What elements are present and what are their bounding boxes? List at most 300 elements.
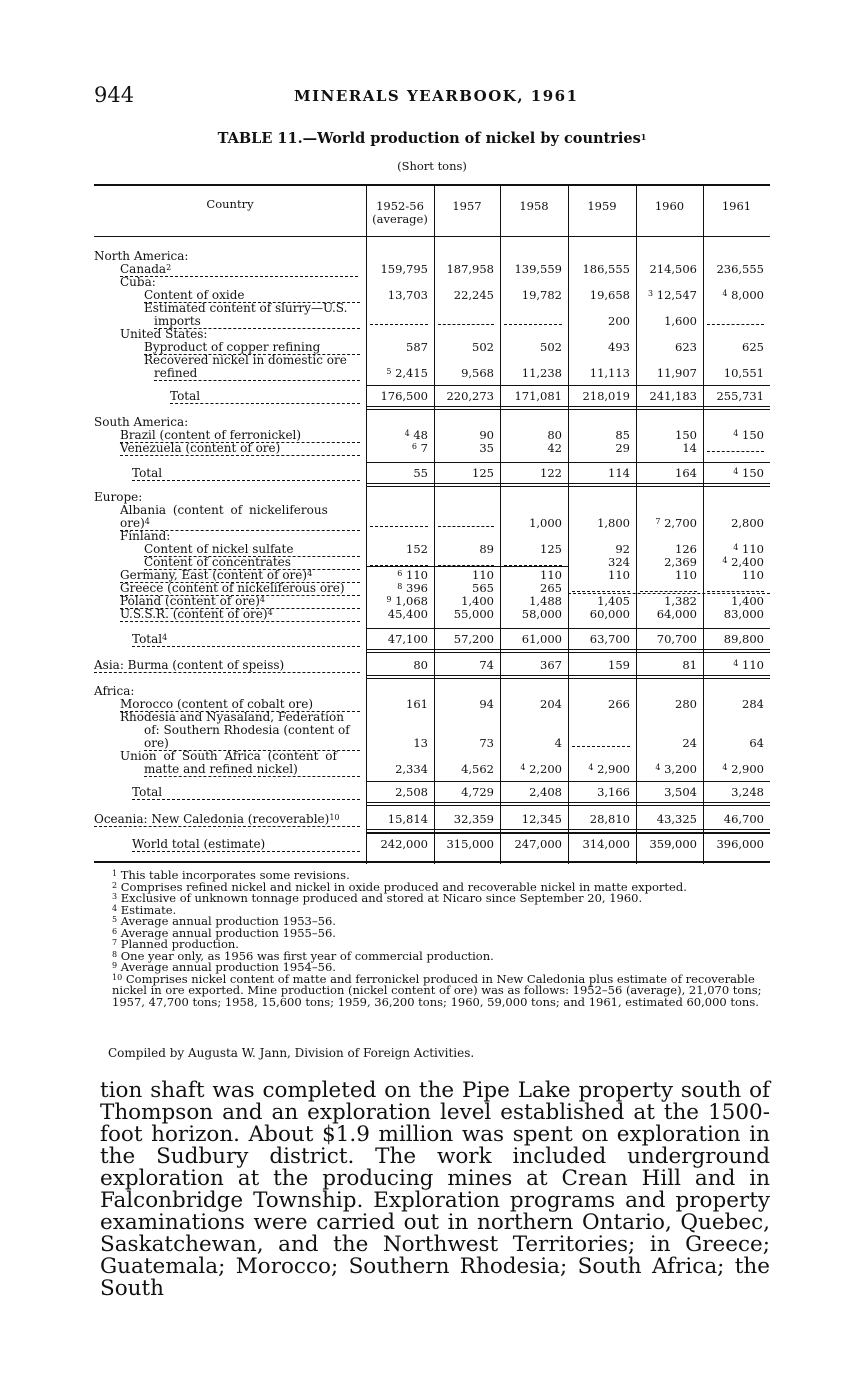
value-cell <box>500 697 562 711</box>
value-cell <box>636 658 697 672</box>
footnote-mark: 4 <box>259 595 265 604</box>
value-cell <box>636 736 697 750</box>
row-label-text <box>120 607 360 622</box>
row-label-total <box>132 837 360 852</box>
value-text: 114 <box>608 466 630 480</box>
value-text: 159,795 <box>380 262 428 276</box>
value-text: 1,382 <box>664 594 697 608</box>
value-text: 3,200 <box>664 762 697 776</box>
value-text: 122 <box>540 466 562 480</box>
value-cell <box>703 366 764 380</box>
value-cell <box>568 366 630 380</box>
value-text: 220,273 <box>446 389 494 403</box>
footnote-mark: 1 <box>112 869 118 878</box>
rule-segment <box>366 385 770 386</box>
value-text: 74 <box>479 658 494 672</box>
row-label-poland: Poland (content of ore) <box>120 594 260 608</box>
value-cell <box>568 555 630 569</box>
body-text <box>100 1080 770 1300</box>
row-label-total-af: Total <box>132 785 360 800</box>
value-text: 502 <box>472 340 494 354</box>
value-cell <box>703 428 764 442</box>
value-cell <box>366 314 428 328</box>
value-cell <box>636 837 697 851</box>
value-cell <box>500 314 562 328</box>
value-cell <box>366 697 428 711</box>
value-text: 32,359 <box>453 812 494 826</box>
value-text: 2,900 <box>597 762 630 776</box>
row-label: North America: <box>94 249 189 263</box>
value-text: 12,345 <box>521 812 562 826</box>
row-label-byproduct: Byproduct of copper refining <box>144 340 360 355</box>
value-cell <box>568 516 630 530</box>
value-text: 236,555 <box>716 262 764 276</box>
value-text: 42 <box>547 441 562 455</box>
row-label-brazil: Brazil (content of ferronickel) <box>120 428 360 443</box>
value-cell <box>636 594 697 608</box>
value-text: 19,782 <box>521 288 562 302</box>
value-text: 28,810 <box>589 812 630 826</box>
footnote-mark: 2 <box>166 263 172 272</box>
value-text: 150 <box>742 428 764 442</box>
value-cell <box>434 288 494 302</box>
row-label-venezuela: Venezuela (content of ore) <box>120 441 360 456</box>
value-cell <box>703 542 764 556</box>
value-text: 2,200 <box>529 762 562 776</box>
value-text: 90 <box>479 428 494 442</box>
value-text: 1,800 <box>597 516 630 530</box>
row-label-union: matte and refined nickel) <box>144 762 360 777</box>
value-text: 625 <box>742 340 764 354</box>
value-text: 58,000 <box>521 607 562 621</box>
value-text: 83,000 <box>723 607 764 621</box>
value-cell <box>568 785 630 799</box>
footnote-text: This table incorporates some revisions. <box>117 868 350 882</box>
value-cell <box>366 581 428 595</box>
value-text: 1,400 <box>731 594 764 608</box>
footnote-mark: 4 <box>733 467 739 476</box>
footnote-mark: 4 <box>722 289 728 298</box>
rule-segment <box>366 483 770 484</box>
row-label: Estimated content of slurry—U.S. <box>144 301 348 315</box>
value-text: 150 <box>742 466 764 480</box>
value-cell <box>500 762 562 776</box>
footnote-mark: 4 <box>112 903 118 913</box>
value-text: 45,400 <box>387 607 428 621</box>
value-cell <box>366 736 428 750</box>
value-text: 64 <box>749 736 764 750</box>
row-label-recovered: refined <box>154 366 360 381</box>
header-1957: 1957 <box>452 199 482 213</box>
value-cell <box>568 697 630 711</box>
row-label-albania: ore) <box>120 516 145 530</box>
value-text: 110 <box>406 568 428 582</box>
rule-segment <box>568 593 770 594</box>
value-text: 139,559 <box>514 262 562 276</box>
value-cell <box>500 428 562 442</box>
footnote-text: Exclusive of unknown tonnage produced and stored at Nicaro since September 20, 1960. <box>117 891 643 905</box>
value-cell <box>366 594 428 608</box>
value-cell <box>500 466 562 480</box>
page-number: 944 <box>94 83 135 107</box>
value-text: 15,814 <box>387 812 428 826</box>
value-cell <box>568 441 630 455</box>
value-cell <box>568 594 630 608</box>
table-title-footnote-mark: 1 <box>640 132 647 142</box>
footnote-mark: 3 <box>648 289 654 298</box>
value-text: 7 <box>420 441 428 455</box>
value-text: 204 <box>540 697 562 711</box>
value-cell <box>434 340 494 354</box>
value-cell <box>568 568 630 582</box>
rule-segment <box>366 462 770 463</box>
value-text: 280 <box>675 697 697 711</box>
footnote-mark: 7 <box>655 517 661 526</box>
footnote <box>112 893 770 905</box>
rule-segment <box>366 486 770 487</box>
value-cell <box>636 762 697 776</box>
value-cell <box>366 262 428 276</box>
value-text: 85 <box>615 428 630 442</box>
header-1959: 1959 <box>587 199 617 213</box>
rule-segment <box>366 675 770 676</box>
value-cell <box>703 466 764 480</box>
value-text: 11,113 <box>589 366 630 380</box>
value-text: 110 <box>742 542 764 556</box>
row-label <box>94 658 360 673</box>
value-cell <box>568 262 630 276</box>
footnote-mark: 4 <box>655 763 661 772</box>
value-cell <box>568 837 630 851</box>
value-text: 242,000 <box>380 837 428 851</box>
value-cell <box>703 441 764 455</box>
footnote-text: One year only, as 1956 was first year of commercial production. <box>117 948 494 963</box>
value-cell <box>500 632 562 646</box>
value-text: 1,405 <box>597 594 630 608</box>
value-text: 4 <box>554 736 562 750</box>
value-text: 110 <box>472 568 494 582</box>
value-text: 57,200 <box>453 632 494 646</box>
value-text: 8,000 <box>731 288 764 302</box>
footnote-mark: 4 <box>722 763 728 772</box>
value-cell <box>500 516 562 530</box>
value-text: 171,081 <box>514 389 562 403</box>
value-text: 12,547 <box>656 288 697 302</box>
value-text: 314,000 <box>582 837 630 851</box>
header-1961: 1961 <box>721 199 752 213</box>
value-text: 60,000 <box>589 607 630 621</box>
value-cell <box>703 288 764 302</box>
value-cell <box>434 785 494 799</box>
value-cell <box>636 697 697 711</box>
header-1952-56-line1: 1952-56 <box>376 199 424 213</box>
value-text: 10,551 <box>723 366 764 380</box>
blank-entry-leader <box>707 314 764 325</box>
value-text: 29 <box>615 441 630 455</box>
value-cell <box>568 658 630 672</box>
row-label-slurry: imports <box>154 314 360 329</box>
value-cell <box>500 837 562 851</box>
value-cell <box>500 366 562 380</box>
row-label-total-eu: Total <box>132 632 163 646</box>
row-label-concentrates: Content of concentrates <box>144 555 360 570</box>
row-label-total <box>170 389 360 404</box>
footnote-mark: 4 <box>733 429 739 438</box>
blank-entry-leader <box>707 441 764 452</box>
value-text: 55 <box>413 466 428 480</box>
footnote-text: Comprises refined nickel and nickel in oxide produced and recoverable nickel in matte exported. <box>117 879 687 894</box>
value-cell <box>434 428 494 442</box>
header-1960: 1960 <box>654 199 685 213</box>
value-cell <box>703 632 764 646</box>
rule-segment <box>366 409 770 410</box>
value-cell <box>703 555 764 569</box>
footnote-mark: 5 <box>112 915 118 924</box>
value-cell <box>366 785 428 799</box>
value-cell <box>568 736 630 750</box>
value-text: 187,958 <box>446 262 494 276</box>
value-cell <box>703 697 764 711</box>
value-cell <box>434 516 494 530</box>
header-1952-56-line2: (average) <box>372 212 428 226</box>
value-cell <box>366 632 428 646</box>
value-cell <box>636 366 697 380</box>
value-text: 186,555 <box>582 262 630 276</box>
footnote-mark: 4 <box>307 569 313 578</box>
value-cell <box>703 568 764 582</box>
value-text: 110 <box>608 568 630 582</box>
row-label: Albania (content of nickeliferous <box>120 503 328 517</box>
value-cell <box>568 389 630 403</box>
row-label <box>144 762 360 777</box>
footnote-mark: 4 <box>733 659 739 668</box>
row-label-total-na: Total <box>170 389 360 404</box>
compiled-by: Compiled by Augusta W. Jann, Division of Foreign Activities. <box>108 1046 475 1060</box>
value-text: 110 <box>540 568 562 582</box>
value-cell <box>366 542 428 556</box>
rule-segment <box>366 406 770 407</box>
value-cell <box>500 785 562 799</box>
value-cell <box>636 568 697 582</box>
value-cell <box>434 366 494 380</box>
value-cell <box>366 658 428 672</box>
footnote-mark: 8 <box>397 582 403 591</box>
value-text: 1,068 <box>395 594 428 608</box>
footnote-mark: 5 <box>386 367 392 376</box>
value-text: 493 <box>608 340 630 354</box>
value-cell <box>434 568 494 582</box>
value-cell <box>703 262 764 276</box>
value-text: 159 <box>608 658 630 672</box>
value-cell <box>703 785 764 799</box>
value-text: 13 <box>413 736 428 750</box>
row-label-total <box>132 466 360 481</box>
footnote-mark: 7 <box>112 938 118 947</box>
value-text: 502 <box>540 340 562 354</box>
footnotes <box>112 870 770 1008</box>
value-cell <box>434 632 494 646</box>
value-text: 92 <box>615 542 630 556</box>
row-label-text <box>94 812 360 827</box>
value-cell <box>568 542 630 556</box>
value-text: 161 <box>406 697 428 711</box>
blank-entry-leader <box>370 314 428 325</box>
header-country: Country <box>206 197 254 211</box>
blank-entry-leader <box>504 314 562 325</box>
value-text: 22,245 <box>453 288 494 302</box>
value-text: 89,800 <box>723 632 764 646</box>
page-header <box>94 83 770 113</box>
value-text: 1,600 <box>664 314 697 328</box>
value-cell <box>366 568 428 582</box>
value-text: 61,000 <box>521 632 562 646</box>
value-text: 63,700 <box>589 632 630 646</box>
row-label-morocco: Morocco (content of cobalt ore) <box>120 697 360 712</box>
value-text: 2,900 <box>731 762 764 776</box>
table-title-text: TABLE 11.—World production of nickel by countries <box>217 130 641 147</box>
value-cell <box>434 837 494 851</box>
value-text: 218,019 <box>582 389 630 403</box>
value-cell <box>703 389 764 403</box>
value-text: 2,400 <box>731 555 764 569</box>
value-cell <box>366 428 428 442</box>
row-label: Europe: <box>94 490 143 504</box>
value-cell <box>366 812 428 826</box>
value-text: 2,508 <box>395 785 428 799</box>
value-cell <box>568 466 630 480</box>
value-cell <box>500 607 562 621</box>
footnote-mark: 4 <box>144 517 150 526</box>
footnote-text: Average annual production 1955–56. <box>117 925 336 940</box>
footnote-text: Average annual production 1954–56. <box>117 960 336 974</box>
blank-entry-leader <box>572 581 630 592</box>
value-text: 125 <box>472 466 494 480</box>
row-label: of: Southern Rhodesia (content of <box>144 723 350 737</box>
value-text: 3,166 <box>597 785 630 799</box>
value-cell <box>636 555 697 569</box>
value-cell <box>434 594 494 608</box>
row-label-total-sa: Total <box>132 466 360 481</box>
blank-entry-leader <box>640 581 697 592</box>
value-cell <box>703 658 764 672</box>
value-cell <box>636 340 697 354</box>
table-top-rule <box>94 184 770 186</box>
value-cell <box>636 314 697 328</box>
value-cell <box>568 812 630 826</box>
value-cell <box>434 314 494 328</box>
footnote-text: Average annual production 1953–56. <box>117 914 336 928</box>
rule-segment <box>366 829 770 830</box>
value-text: 125 <box>540 542 562 556</box>
value-cell <box>703 594 764 608</box>
value-text: 19,658 <box>589 288 630 302</box>
value-text: 367 <box>540 658 562 672</box>
value-text: 80 <box>413 658 428 672</box>
value-text: 48 <box>413 428 428 442</box>
rule-segment <box>366 802 770 803</box>
footnote-mark: 6 <box>112 926 118 936</box>
value-cell <box>703 762 764 776</box>
row-label: Union of South Africa (content of <box>120 749 337 763</box>
header-1958: 1958 <box>519 199 549 213</box>
value-text: 359,000 <box>649 837 697 851</box>
row-label-ussr: U.S.S.R. (content of ore) <box>120 607 268 621</box>
value-cell <box>636 428 697 442</box>
value-cell <box>636 785 697 799</box>
value-cell <box>366 837 428 851</box>
value-text: 110 <box>742 568 764 582</box>
row-label <box>120 441 360 456</box>
value-cell <box>703 314 764 328</box>
value-text: 1,000 <box>529 516 562 530</box>
value-text: 241,183 <box>649 389 697 403</box>
value-cell <box>366 441 428 455</box>
value-cell <box>568 428 630 442</box>
blank-entry-leader <box>438 555 494 566</box>
row-label: Rhodesia and Nyasaland, Federation <box>120 710 344 724</box>
value-text: 89 <box>479 542 494 556</box>
value-cell <box>500 340 562 354</box>
rule-segment <box>366 628 770 629</box>
value-cell <box>568 314 630 328</box>
value-text: 73 <box>479 736 494 750</box>
footnote-mark: 4 <box>162 633 168 642</box>
value-text: 24 <box>682 736 697 750</box>
rule-segment <box>366 566 568 567</box>
value-cell <box>500 658 562 672</box>
running-title: MINERALS YEARBOOK, 1961 <box>294 87 579 105</box>
footnote <box>112 971 770 1009</box>
footnote-mark: 10 <box>112 972 123 982</box>
value-cell <box>703 736 764 750</box>
value-text: 81 <box>682 658 697 672</box>
value-cell <box>703 340 764 354</box>
footnote-mark: 9 <box>386 595 392 604</box>
blank-entry-leader <box>370 516 428 527</box>
footnote-text: Estimate. <box>117 902 177 917</box>
rule-segment <box>366 652 770 653</box>
blank-entry-leader <box>504 555 562 566</box>
value-cell <box>636 288 697 302</box>
value-cell <box>636 632 697 646</box>
value-text: 315,000 <box>446 837 494 851</box>
footnote-mark: 9 <box>112 961 118 970</box>
value-cell <box>434 441 494 455</box>
value-text: 265 <box>540 581 562 595</box>
footnote-mark: 10 <box>329 813 340 822</box>
value-cell <box>500 568 562 582</box>
row-label: Finland: <box>120 529 171 543</box>
value-cell <box>366 366 428 380</box>
value-cell <box>568 340 630 354</box>
footnote-mark: 3 <box>112 892 118 901</box>
value-text: 4,729 <box>461 785 494 799</box>
value-cell <box>568 762 630 776</box>
value-cell <box>434 466 494 480</box>
value-text: 164 <box>675 466 697 480</box>
value-text: 4,562 <box>461 762 494 776</box>
footnote-text: Planned production. <box>117 937 239 951</box>
value-cell <box>568 607 630 621</box>
value-cell <box>434 542 494 556</box>
value-cell <box>434 607 494 621</box>
value-cell <box>500 812 562 826</box>
value-cell <box>500 288 562 302</box>
rule-segment <box>366 805 770 806</box>
blank-entry-leader <box>370 555 428 566</box>
value-cell <box>434 812 494 826</box>
value-text: 126 <box>675 542 697 556</box>
